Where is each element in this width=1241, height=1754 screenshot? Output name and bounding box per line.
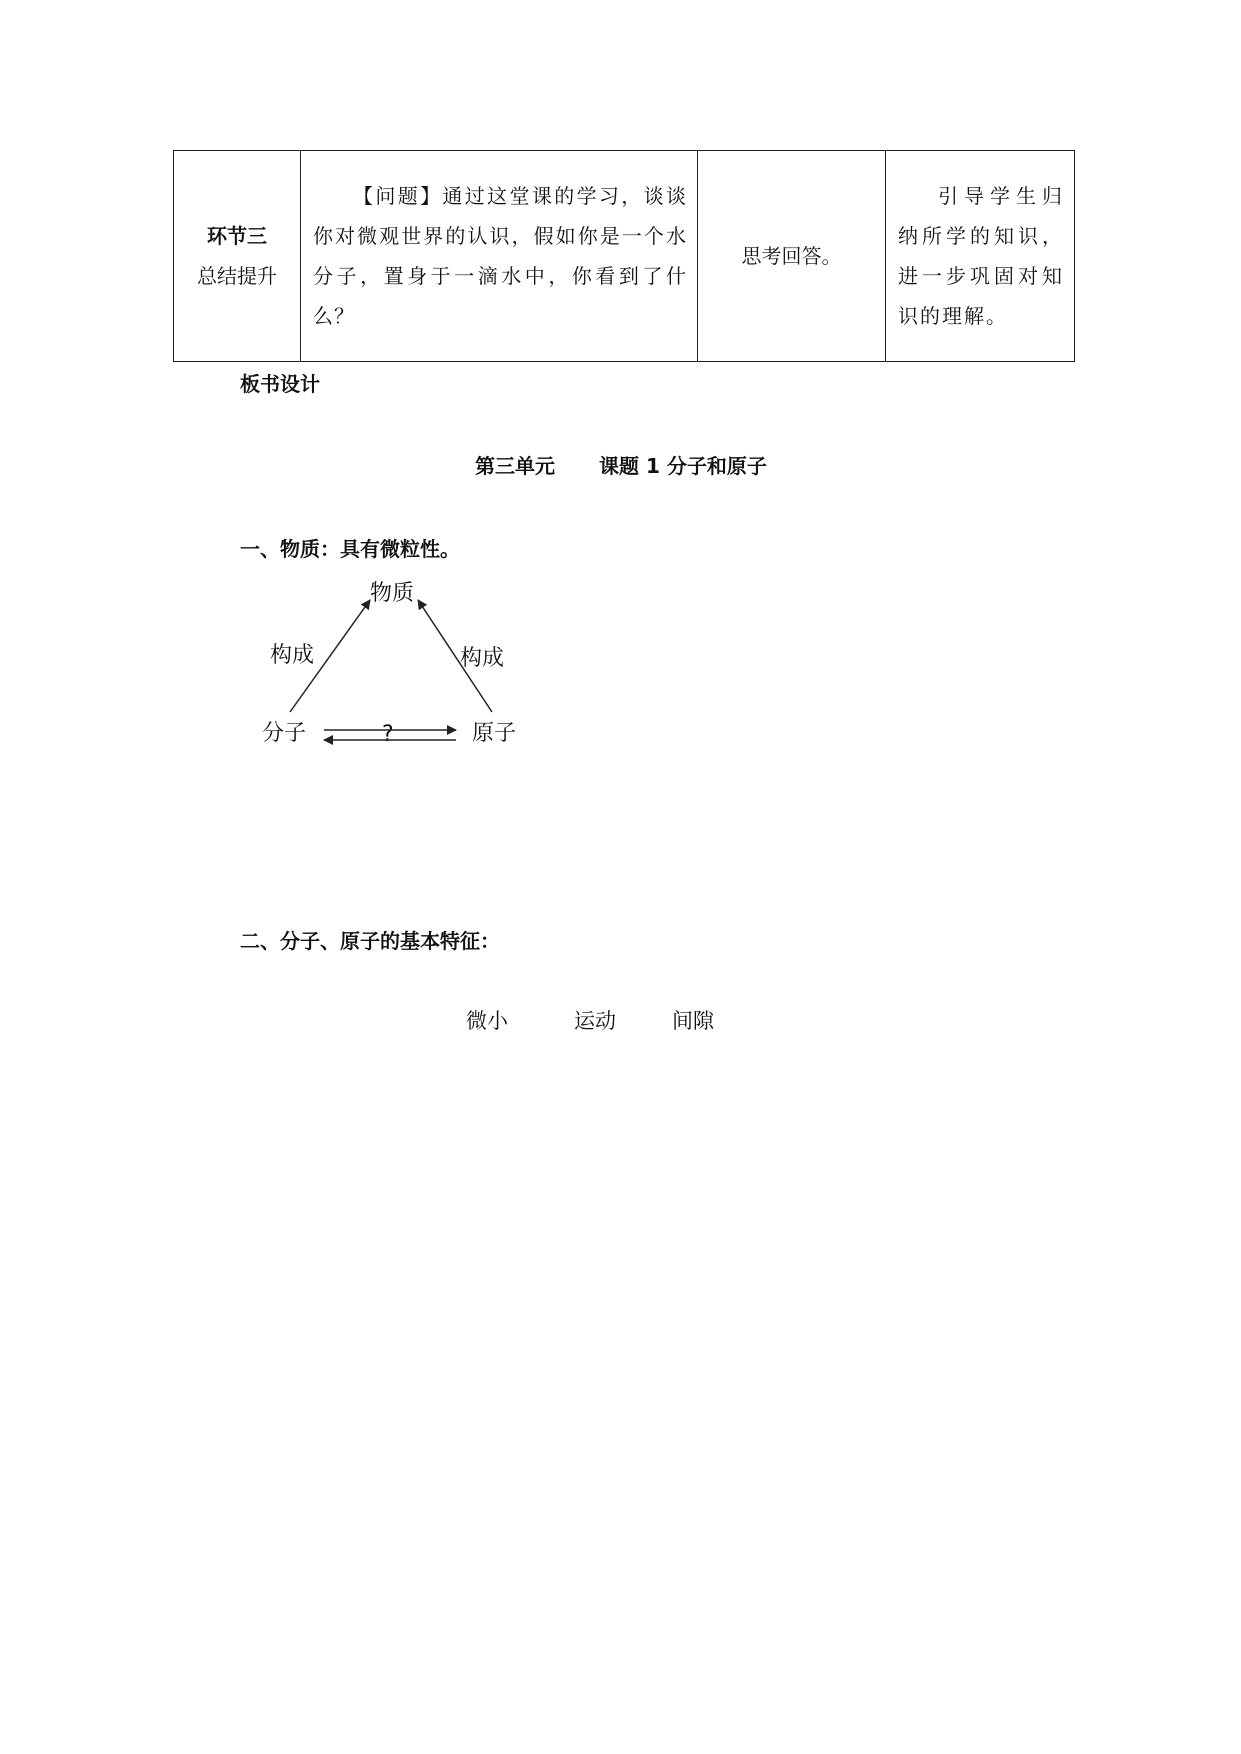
section-2-heading: 二、分子、原子的基本特征： <box>240 929 500 953</box>
diagram-atom-label: 原子 <box>472 721 517 746</box>
student-activity-text: 思考回答。 <box>741 244 842 268</box>
unit-name: 第三单元 <box>475 454 555 478</box>
stage-subtitle: 总结提升 <box>197 264 277 288</box>
feature-motion: 运动 <box>574 1009 616 1033</box>
stage-cell <box>174 151 301 362</box>
lesson-topic: 课题 1 分子和原子 <box>599 454 767 478</box>
design-intent-cell <box>886 151 1075 362</box>
table-row <box>174 151 1075 362</box>
diagram-molecule-label: 分子 <box>262 721 307 746</box>
diagram-relation-label: ? <box>382 722 394 747</box>
section-1-heading: 一、物质：具有微粒性。 <box>240 537 460 561</box>
teacher-activity-cell <box>301 151 698 362</box>
feature-tiny: 微小 <box>466 1009 508 1033</box>
lesson-table <box>173 150 1075 362</box>
diagram-matter-label: 物质 <box>370 581 415 606</box>
diagram-left-edge-label: 构成 <box>270 643 315 668</box>
teacher-activity-text: 【问题】通过这堂课的学习，谈谈你对微观世界的认识，假如你是一个水分子，置身于一滴水中，你看到了什么？ <box>313 184 687 328</box>
design-intent-text: 引导学生归纳所学的知识，进一步巩固对知识的理解。 <box>898 184 1064 328</box>
feature-gap: 间隙 <box>672 1009 714 1033</box>
stage-name: 环节三 <box>207 224 267 248</box>
board-design-label: 板书设计 <box>240 372 320 396</box>
student-activity-cell <box>698 151 886 362</box>
diagram-right-edge-label: 构成 <box>460 646 505 671</box>
board-title <box>475 450 767 479</box>
composition-diagram <box>250 570 530 760</box>
